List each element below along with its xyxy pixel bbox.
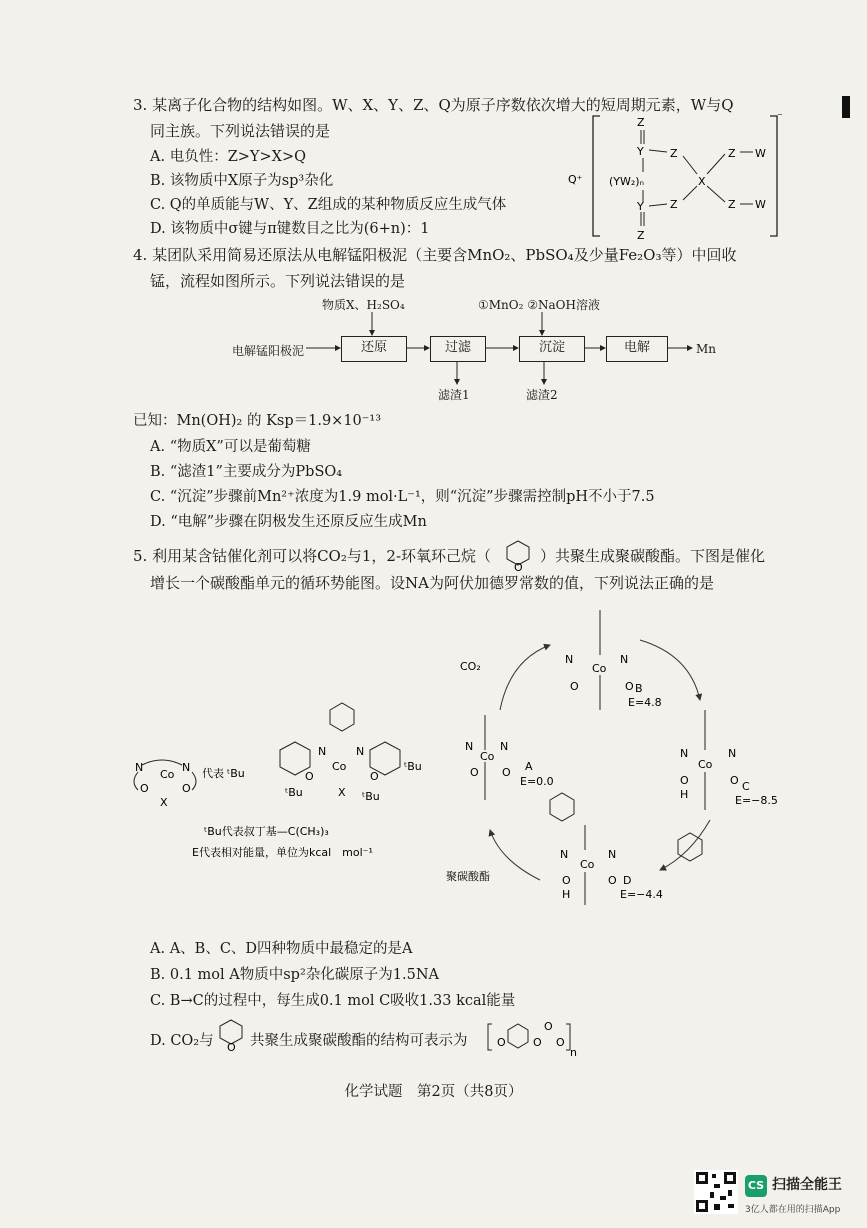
- scanner-title: 扫描全能王: [772, 1177, 842, 1193]
- catalyst-simplified: [134, 760, 196, 809]
- svg-text:N: N: [728, 747, 737, 760]
- svg-text:O: O: [570, 680, 579, 693]
- q4-option-d: D. “电解”步骤在阴极发生还原反应生成Mn: [150, 514, 427, 530]
- energy-note: E代表相对能量，单位为kcal mol⁻¹: [192, 846, 373, 859]
- q4-step-filter: 过滤: [430, 336, 486, 362]
- svg-text:E=0.0: E=0.0: [520, 775, 554, 788]
- represents-label: 代表: [202, 767, 224, 780]
- q4-residue2: 滤渣2: [526, 388, 558, 402]
- svg-text:Co: Co: [480, 750, 495, 763]
- svg-text:N: N: [565, 653, 574, 666]
- q4-reagent2: ①MnO₂ ②NaOH溶液: [478, 298, 600, 312]
- page-footer: 化学试题 第2页（共8页）: [344, 1084, 523, 1100]
- svg-text:E=4.8: E=4.8: [628, 696, 662, 709]
- svg-text:Co: Co: [332, 760, 347, 773]
- svg-text:Y: Y: [637, 200, 644, 213]
- tbu-note: ᵗBu代表叔丁基—C(CH₃)₃: [204, 825, 329, 838]
- svg-text:O: O: [730, 774, 739, 787]
- svg-text:O: O: [470, 766, 479, 779]
- q4-stem-line2: 锰，流程如图所示。下列说法错误的是: [150, 272, 406, 290]
- q3-z-top: Z: [637, 116, 645, 129]
- svg-text:N: N: [560, 848, 569, 861]
- epoxide-ring-icon: [503, 538, 533, 572]
- svg-text:O: O: [227, 1041, 236, 1054]
- svg-text:Co: Co: [698, 758, 713, 771]
- q3-stem-line2: 同主族。下列说法错误的是: [150, 122, 331, 140]
- q4-residue1: 滤渣1: [438, 388, 470, 402]
- q4-step-electrolysis: 电解: [606, 336, 668, 362]
- species-c: [680, 710, 778, 810]
- q5-option-c: C. B→C的过程中，每生成0.1 mol C吸收1.33 kcal能量: [150, 993, 516, 1009]
- q3-x-center: X: [698, 175, 706, 188]
- svg-text:O: O: [305, 770, 314, 783]
- svg-text:N: N: [500, 740, 509, 753]
- q4-product: Mn: [696, 342, 717, 356]
- q3-option-a: A. 电负性：Z>Y>X>Q: [150, 149, 306, 165]
- svg-text:O: O: [680, 774, 689, 787]
- svg-text:N: N: [680, 747, 689, 760]
- q5-option-d-part2: 共聚生成聚碳酸酯的结构可表示为: [250, 1033, 468, 1049]
- svg-text:C: C: [742, 780, 750, 793]
- svg-text:O: O: [140, 782, 149, 795]
- svg-text:O: O: [514, 561, 523, 574]
- q3-option-c: C. Q的单质能与W、Y、Z组成的某种物质反应生成气体: [150, 197, 507, 213]
- scanner-logo: CS: [745, 1175, 767, 1197]
- svg-text:Z: Z: [728, 147, 736, 160]
- svg-text:D: D: [623, 874, 632, 887]
- svg-text:B: B: [635, 682, 643, 695]
- svg-text:E=−8.5: E=−8.5: [735, 794, 778, 807]
- q5-option-d-part1: D. CO₂与: [150, 1033, 214, 1049]
- co2-label: CO₂: [460, 660, 481, 673]
- qr-code-icon: [694, 1170, 738, 1214]
- q3-stem-line1: 3. 某离子化合物的结构如图。W、X、Y、Z、Q为原子序数依次增大的短周期元素，W与Q: [133, 96, 734, 114]
- q4-option-c: C. “沉淀”步骤前Mn²⁺浓度为1.9 mol·L⁻¹，则“沉淀”步骤需控制pH不小于7.5: [150, 489, 655, 505]
- svg-text:O: O: [625, 680, 634, 693]
- svg-text:Y: Y: [637, 145, 644, 158]
- svg-text:Z: Z: [670, 198, 678, 211]
- svg-text:ᵗBu: ᵗBu: [227, 767, 245, 780]
- svg-text:O: O: [182, 782, 191, 795]
- svg-text:n: n: [570, 1046, 577, 1059]
- scanner-subtitle: 3亿人都在用的扫描App: [745, 1205, 841, 1215]
- svg-text:Z: Z: [670, 147, 678, 160]
- q3-structure-diagram: [565, 108, 790, 243]
- svg-text:O: O: [497, 1036, 506, 1049]
- svg-text:O: O: [608, 874, 617, 887]
- svg-text:W: W: [755, 198, 766, 211]
- svg-text:W: W: [755, 147, 766, 160]
- q3-ywn-group: (YW₂)ₙ: [609, 175, 644, 188]
- svg-text:O: O: [533, 1036, 542, 1049]
- svg-text:O: O: [544, 1020, 553, 1033]
- species-a: [465, 715, 554, 800]
- species-b: [565, 610, 662, 710]
- q4-stem-line1: 4. 某团队采用简易还原法从电解锰阳极泥（主要含MnO₂、PbSO₄及少量Fe₂O₃等）中回收: [133, 246, 737, 264]
- q3-anion-charge: ⁻: [777, 110, 783, 123]
- svg-text:O: O: [556, 1036, 565, 1049]
- svg-text:N: N: [182, 761, 191, 774]
- q4-step-reduce: 还原: [341, 336, 407, 362]
- svg-text:Co: Co: [580, 858, 595, 871]
- svg-text:N: N: [465, 740, 474, 753]
- q3-q-cation: Q⁺: [568, 173, 583, 186]
- q4-option-b: B. “滤渣1”主要成分为PbSO₄: [150, 464, 343, 480]
- q4-step-precipitate: 沉淀: [519, 336, 585, 362]
- svg-text:ᵗBu: ᵗBu: [285, 786, 303, 799]
- svg-text:Z: Z: [637, 229, 645, 242]
- epoxide-ring-icon-d: [216, 1017, 246, 1053]
- q5-stem-line2: 增长一个碳酸酯单元的循环势能图。设NA为阿伏加德罗常数的值，下列说法正确的是: [150, 574, 714, 592]
- svg-text:N: N: [356, 745, 365, 758]
- svg-text:N: N: [620, 653, 629, 666]
- q5-option-a: A. A、B、C、D四种物质中最稳定的是A: [150, 941, 413, 957]
- svg-text:X: X: [160, 796, 168, 809]
- q5-stem-line1a: 5. 利用某含钴催化剂可以将CO₂与1，2-环氧环己烷（: [133, 547, 492, 565]
- page-edge-mark: [842, 96, 850, 118]
- svg-text:N: N: [318, 745, 327, 758]
- svg-text:E=−4.4: E=−4.4: [620, 888, 663, 901]
- svg-text:ᵗBu: ᵗBu: [404, 760, 422, 773]
- svg-text:X: X: [338, 786, 346, 799]
- q4-reagent1: 物质X、H₂SO₄: [322, 298, 405, 312]
- polycarbonate-label: 聚碳酸酯: [446, 870, 490, 883]
- q5-option-b: B. 0.1 mol A物质中sp²杂化碳原子为1.5NA: [150, 967, 439, 983]
- q4-option-a: A. “物质X”可以是葡萄糖: [150, 439, 311, 455]
- svg-text:H: H: [680, 788, 689, 801]
- salen-ligand: [227, 703, 422, 803]
- svg-text:N: N: [608, 848, 617, 861]
- q3-option-d: D. 该物质中σ键与π键数目之比为(6+n)：1: [150, 221, 430, 237]
- svg-text:N: N: [135, 761, 144, 774]
- q3-option-b: B. 该物质中X原子为sp³杂化: [150, 173, 334, 189]
- svg-text:H: H: [562, 888, 571, 901]
- q5-cycle-diagram: [130, 600, 780, 930]
- q4-known: 已知：Mn(OH)₂ 的 Ksp＝1.9×10⁻¹³: [133, 413, 382, 429]
- svg-text:ᵗBu: ᵗBu: [362, 790, 380, 803]
- svg-text:O: O: [562, 874, 571, 887]
- svg-text:Co: Co: [160, 768, 175, 781]
- svg-text:A: A: [525, 760, 533, 773]
- q4-flow-arrows: [300, 310, 700, 390]
- svg-text:O: O: [370, 770, 379, 783]
- svg-text:Z: Z: [728, 198, 736, 211]
- q5-stem-line1b: ）共聚生成聚碳酸酯。下图是催化: [540, 547, 766, 565]
- q4-input: 电解锰阳极泥: [232, 344, 305, 358]
- svg-text:O: O: [502, 766, 511, 779]
- polycarbonate-structure: [486, 1010, 576, 1060]
- species-d: [550, 793, 663, 905]
- svg-text:Co: Co: [592, 662, 607, 675]
